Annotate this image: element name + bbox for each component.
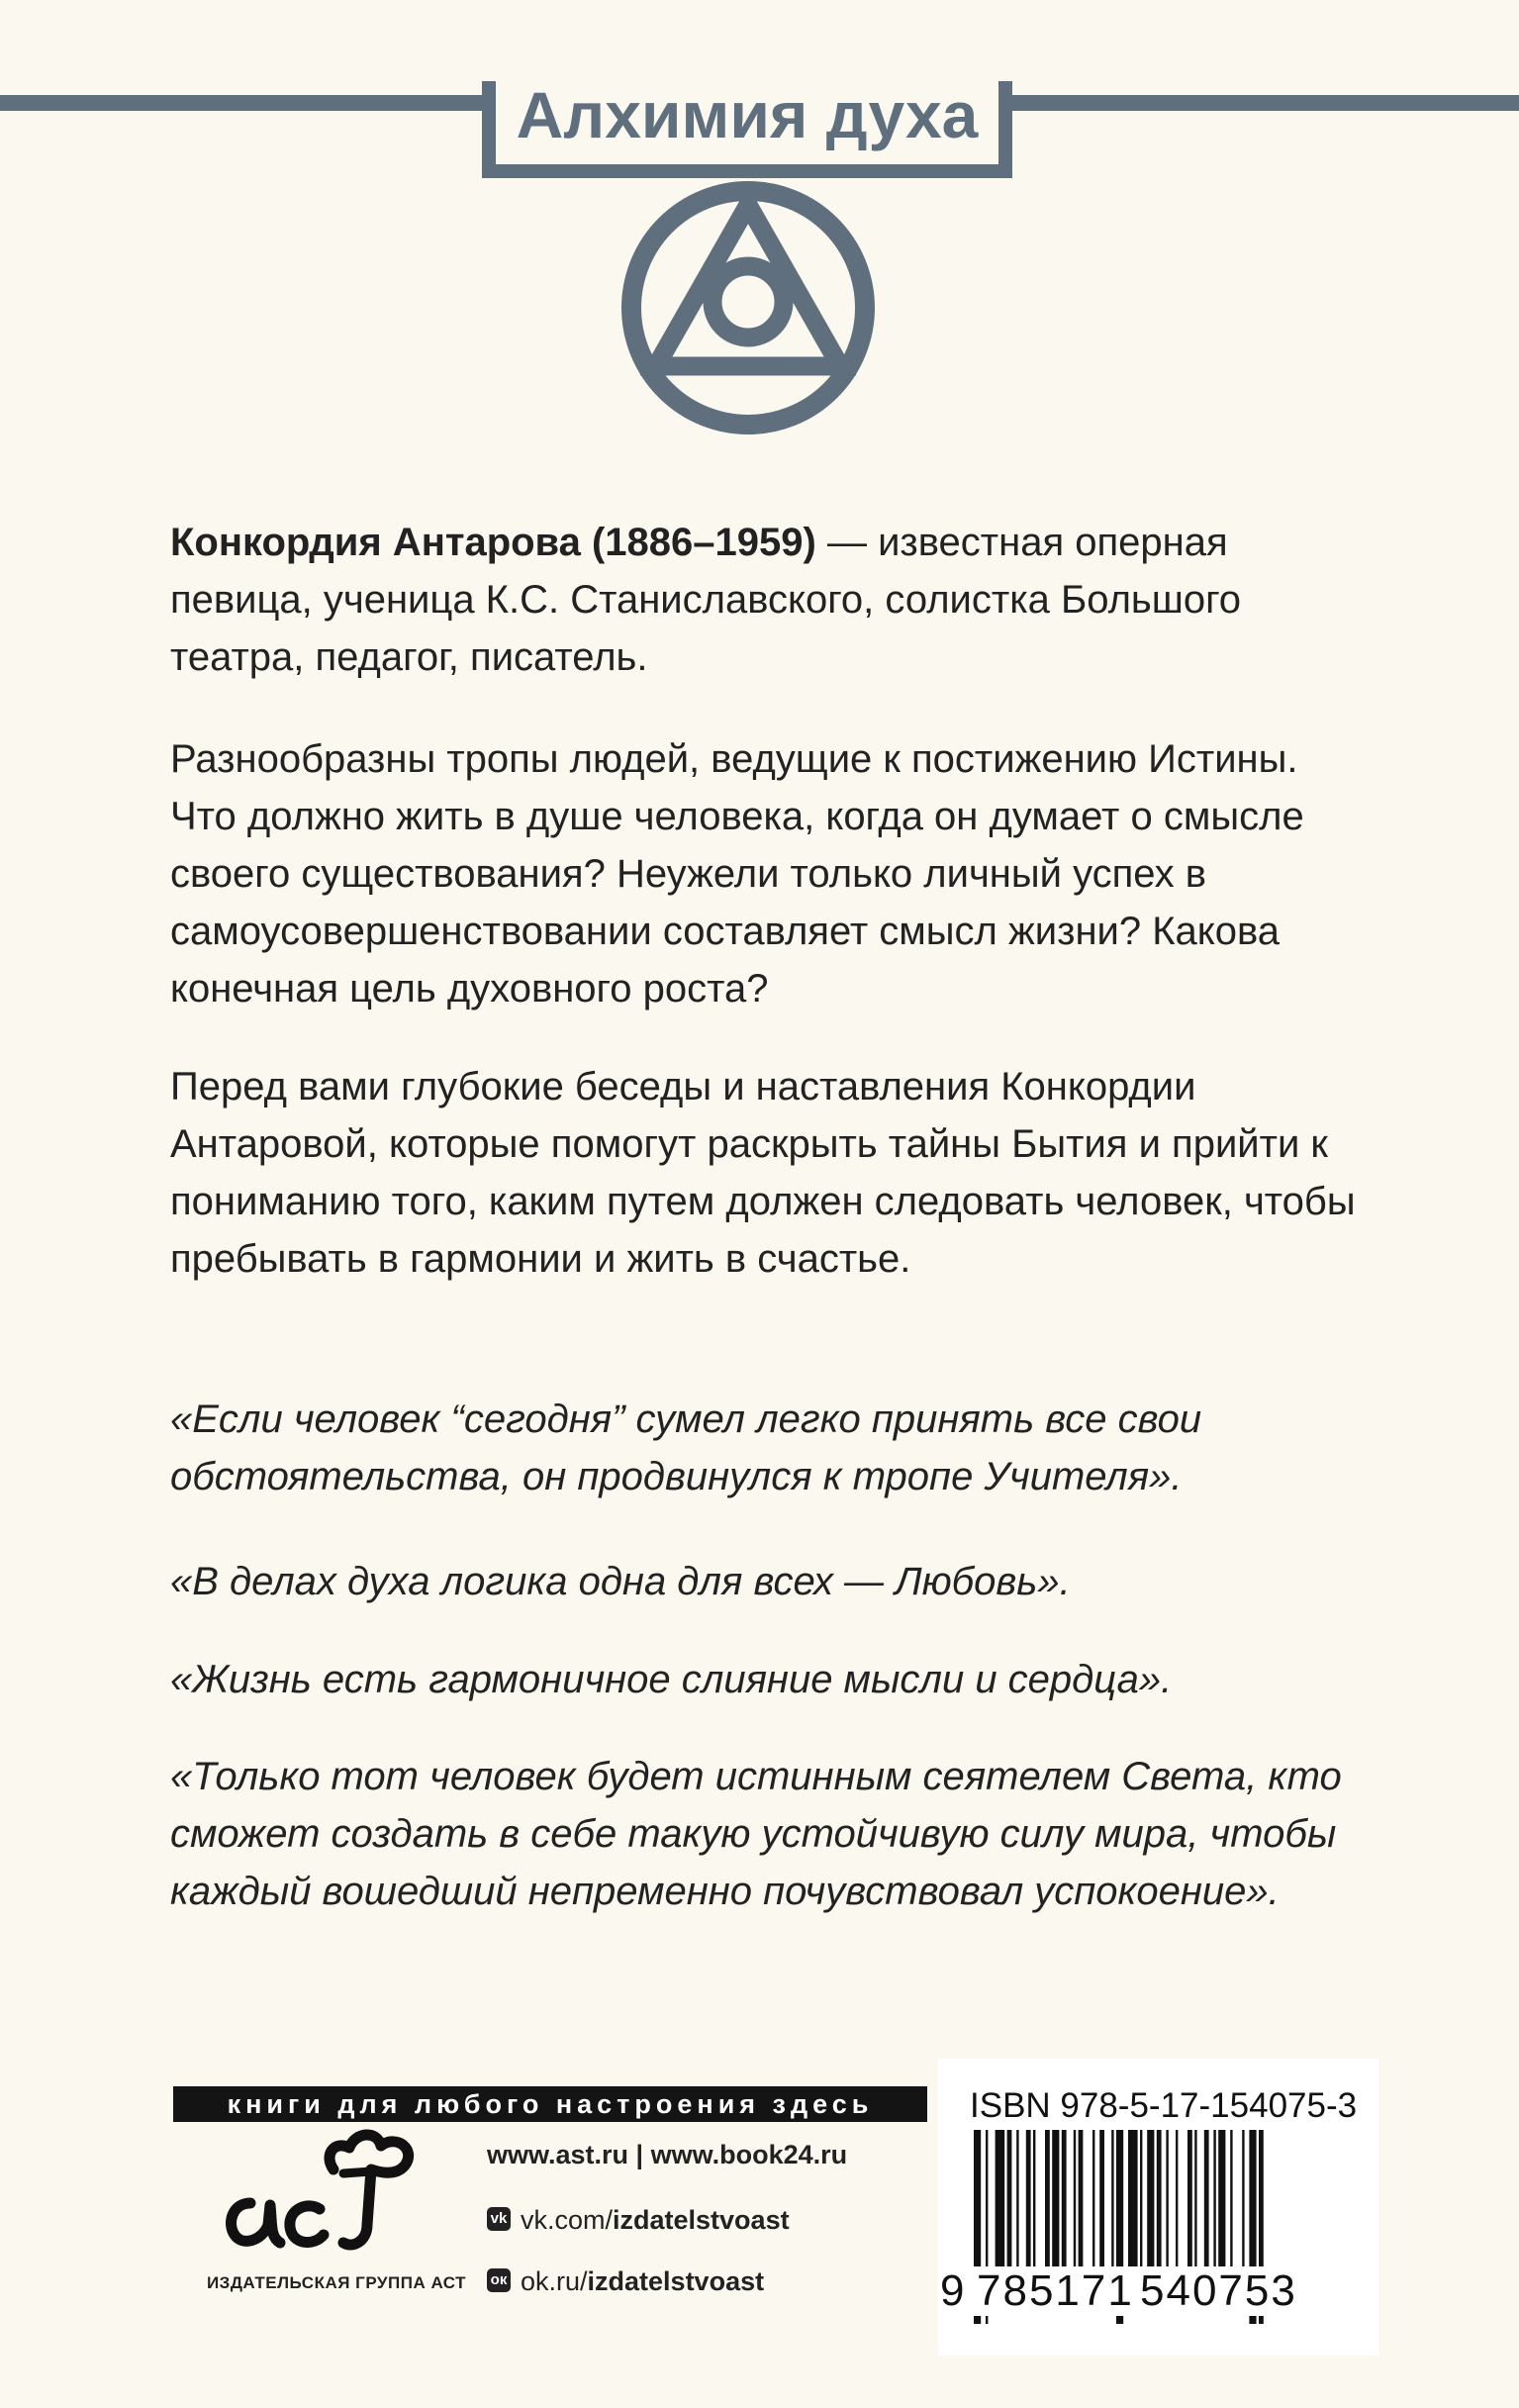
description-text: Разнообразны тропы людей, ведущие к постижению Истины. Что должно жить в душе человека, когда он думает о смысле своего существования? Неужели только личный успех в самоусовершенствовании составляет смысл жизни? Какова конечная цель духовного роста? bbox=[170, 737, 1304, 1011]
barcode-bar bbox=[1218, 2130, 1225, 2278]
series-title: Алхимия духа bbox=[516, 78, 979, 151]
publisher-tagline: книги для любого настроения здесь bbox=[173, 2086, 927, 2122]
barcode-bar bbox=[1147, 2130, 1154, 2278]
vk-link-prefix: vk.com/ bbox=[521, 2205, 614, 2235]
quote: «Если человек “сегодня” сумел легко принять все свои обстоятельства, он продвинулся к тропе Учителя». bbox=[170, 1397, 1202, 1498]
quote: «Жизнь есть гармоничное слияние мысли и сердца». bbox=[170, 1658, 1173, 1701]
barcode-bar bbox=[1099, 2130, 1104, 2278]
barcode-group-1: 785171 bbox=[973, 2266, 1138, 2316]
quote: «Только тот человек будет истинным сеятелем Света, кто сможет создать в себе такую устойчивую силу мира, чтобы каждый вошедший непременно почувствовал успокоение». bbox=[170, 1755, 1342, 1913]
barcode-bar bbox=[1187, 2130, 1192, 2278]
barcode-bar bbox=[1062, 2130, 1067, 2278]
barcode-bar bbox=[1176, 2130, 1178, 2278]
barcode-bar bbox=[1194, 2130, 1196, 2278]
author-bio bbox=[170, 514, 1358, 686]
vk-link[interactable] bbox=[487, 2205, 790, 2236]
ok-icon: ок bbox=[487, 2268, 511, 2292]
barcode-bar bbox=[1230, 2130, 1232, 2278]
barcode-bar bbox=[1007, 2130, 1012, 2278]
barcode-bar bbox=[996, 2130, 1005, 2278]
barcode-bar bbox=[1140, 2130, 1142, 2278]
barcode-bar bbox=[1033, 2130, 1035, 2278]
publisher-group-name: ИЗДАТЕЛЬСКАЯ ГРУППА АСТ bbox=[206, 2273, 467, 2292]
publisher-websites[interactable]: www.ast.ru | www.book24.ru bbox=[487, 2140, 848, 2169]
barcode-bar bbox=[1079, 2130, 1084, 2278]
barcode-first-digit: 9 bbox=[940, 2266, 965, 2315]
vk-icon: vk bbox=[487, 2207, 511, 2231]
author-name: Конкордия Антарова (1886–1959) bbox=[170, 521, 816, 564]
description-paragraph-1 bbox=[170, 730, 1358, 1017]
barcode-bar bbox=[1111, 2130, 1113, 2278]
barcode-group-2: 540753 bbox=[1136, 2266, 1301, 2316]
ok-link-handle: izdatelstvoast bbox=[587, 2266, 765, 2296]
header-rule-left bbox=[0, 95, 490, 111]
barcode-bar bbox=[1242, 2130, 1244, 2278]
barcode-bar bbox=[1074, 2130, 1076, 2278]
quote: «В делах духа логика одна для всех — Любовь». bbox=[170, 1560, 1071, 1603]
description-text: Перед вами глубокие беседы и наставления Конкордии Антаровой, которые помогут раскрыть тайны Бытия и прийти к пониманию того, каким путем должен следовать человек, чтобы пребывать в гармонии и жить в счастье. bbox=[170, 1065, 1356, 1281]
ok-link-prefix: ok.ru/ bbox=[521, 2266, 588, 2296]
barcode-bar bbox=[1204, 2130, 1209, 2278]
barcode-bar bbox=[1166, 2130, 1168, 2278]
barcode-bar bbox=[1213, 2130, 1215, 2278]
vk-link-handle: izdatelstvoast bbox=[613, 2205, 790, 2235]
barcode-bar bbox=[1052, 2130, 1059, 2278]
isbn-label: ISBN 978-5-17-154075-3 bbox=[970, 2086, 1358, 2125]
ok-link[interactable] bbox=[487, 2266, 764, 2297]
alchemy-emblem-icon bbox=[618, 178, 878, 437]
author-bio-text: — известная оперная певица, ученица К.С. Станиславского, солистка Большого театра, педагог, писатель. bbox=[170, 521, 1242, 679]
barcode-bar bbox=[1128, 2130, 1138, 2278]
description-paragraph-2 bbox=[170, 1058, 1358, 1288]
barcode-number bbox=[940, 2266, 1336, 2326]
barcode-bar bbox=[1045, 2130, 1050, 2278]
barcode-bar bbox=[1157, 2130, 1162, 2278]
barcode-bar bbox=[1016, 2130, 1018, 2278]
ast-logo-icon bbox=[223, 2126, 426, 2264]
barcode-bar bbox=[1092, 2130, 1094, 2278]
header-rule-right bbox=[1009, 95, 1519, 111]
barcode-bar bbox=[1026, 2130, 1031, 2278]
